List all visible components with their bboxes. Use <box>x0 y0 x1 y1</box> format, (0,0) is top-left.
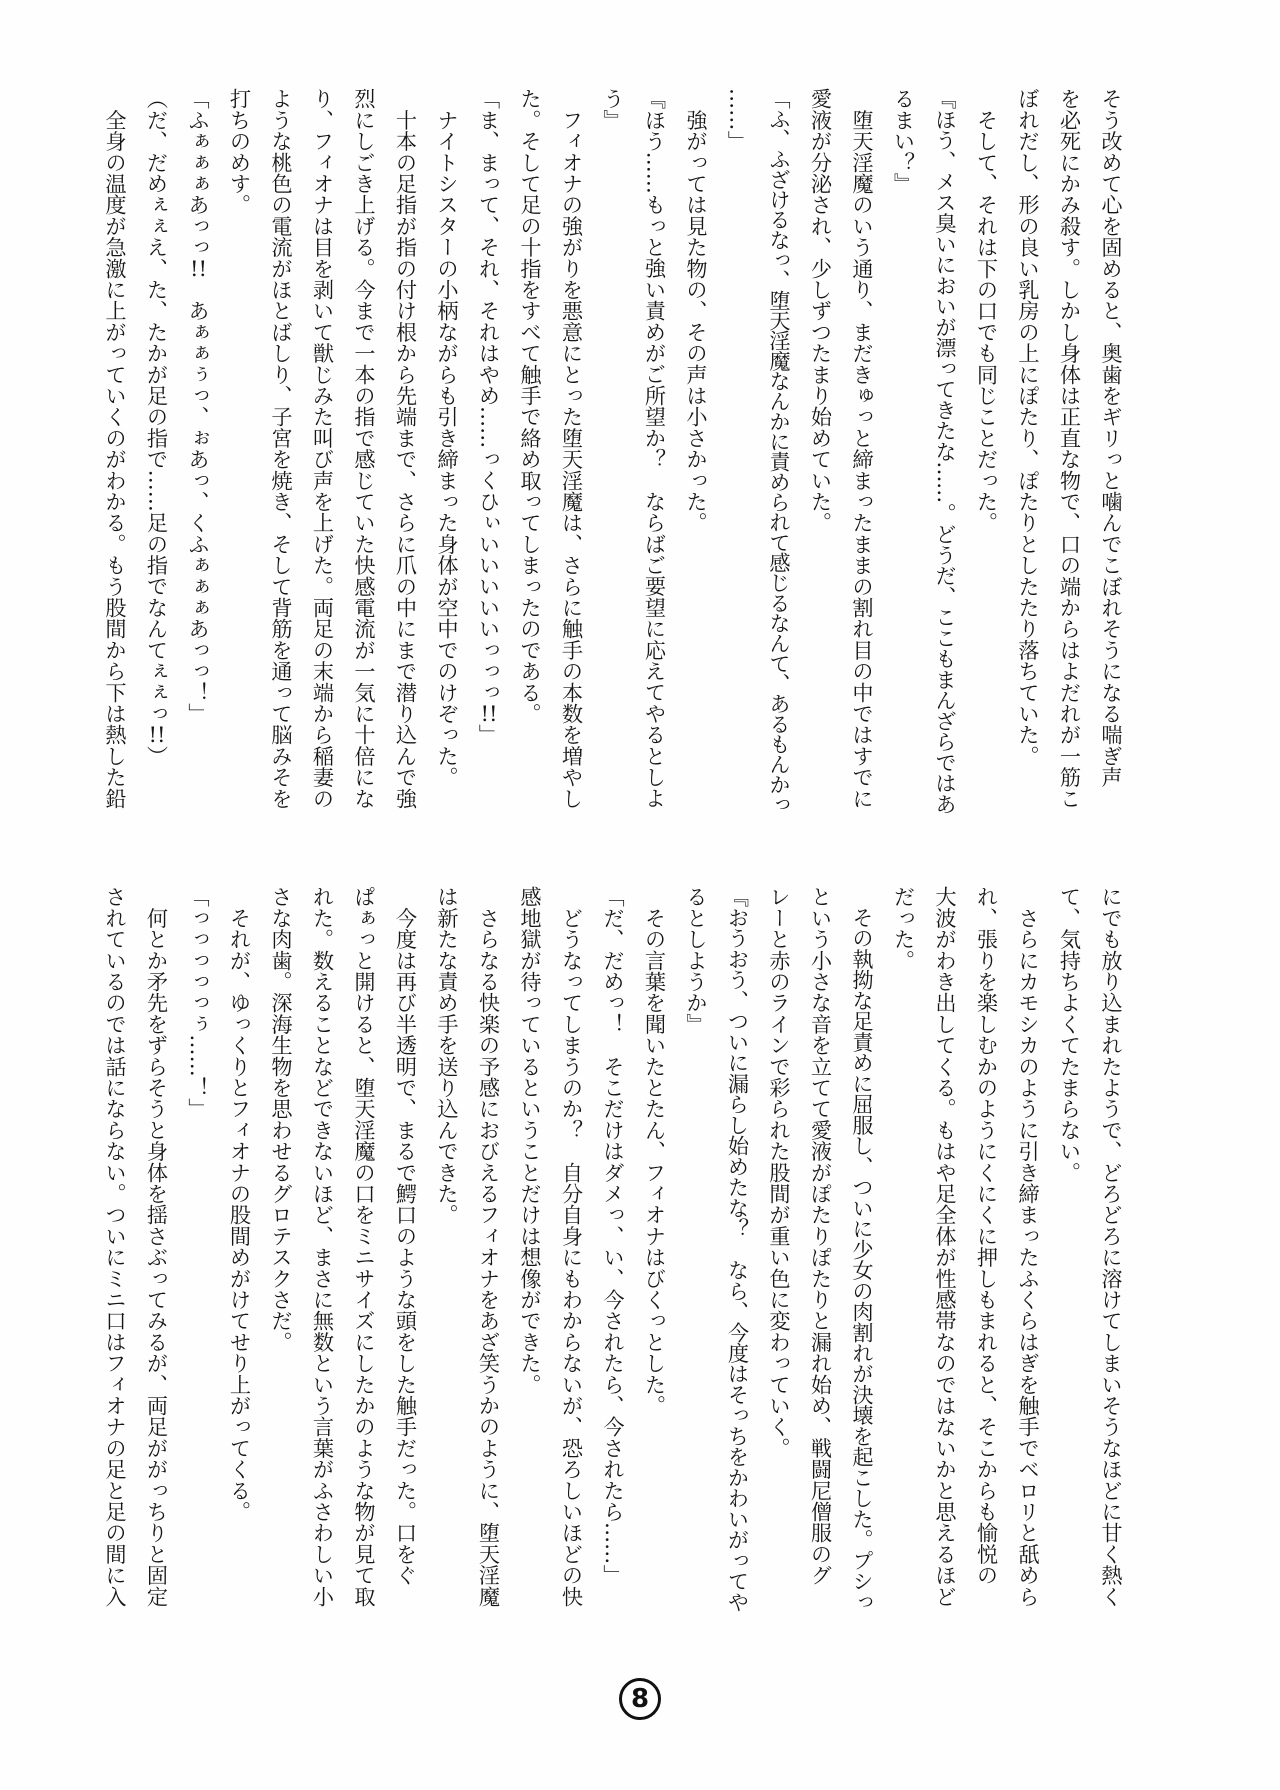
text-line: り、フィオナは目を剥いて獣じみた叫び声を上げた。両足の末端から稲妻の <box>310 88 336 809</box>
text-line: 堕天淫魔のいう通り、まだきゅっと締まったままの割れ目の中ではすでに <box>850 88 875 809</box>
text-line: るとしようか』 <box>684 886 709 1035</box>
text-line: どうなってしまうのか？ 自分自身にもわからないが、恐ろしいほどの快 <box>559 886 585 1607</box>
text-line: フィオナの強がりを悪意にとった堕天淫魔は、さらに触手の本数を増やし <box>559 88 585 809</box>
text-line: そして、それは下の口でも同じことだった。 <box>974 88 1000 534</box>
text-line: 「っっっっっぅ……！」 <box>186 886 211 1120</box>
text-line: さな肉歯。深海生物を思わせるグロテスクさだ。 <box>269 886 294 1353</box>
text-line: ……」 <box>725 88 751 152</box>
text-line: 強がっては見た物の、その声は小さかった。 <box>684 88 709 534</box>
text-line: さらなる快楽の予感におびえるフィオナをあざ笑うかのように、堕天淫魔 <box>476 886 502 1607</box>
text-line: 打ちのめす。 <box>227 88 253 216</box>
text-line: るまい？』 <box>891 88 917 194</box>
text-line: た。そして足の十指をすべて触手で絡め取ってしまったのである。 <box>518 88 543 724</box>
text-line: ような桃色の電流がほとばしり、子宮を焼き、そして背筋を通って脳みそを <box>269 88 294 809</box>
text-line: にでも放り込まれたようで、どろどろに溶けてしまいそうなほどに甘く熱く <box>1099 886 1124 1607</box>
page-number <box>619 1678 661 1720</box>
text-line: （だ、だめぇぇえ、た、たかが足の指で……足の指でなんてぇぇっ!!） <box>144 88 170 767</box>
text-line: て、気持ちよくてたまらない。 <box>1057 886 1083 1183</box>
text-line: それが、ゆっくりとフィオナの股間めがけてせり上がってくる。 <box>227 886 253 1522</box>
text-line: 『ほう……もっと強い責めがご所望か？ ならばご要望に応えてやるとしよ <box>642 88 668 809</box>
text-line: ぱぁっと開けると、堕天淫魔の口をミニサイズにしたかのような物が見て取 <box>352 886 377 1607</box>
text-line: その執拗な足責めに屈服し、ついに少女の肉割れが決壊を起こした。プシっ <box>850 886 875 1613</box>
text-line: そう改めて心を固めると、奥歯をギリっと噛んでこぼれそうになる喘ぎ声 <box>1099 88 1124 788</box>
double-exclamation-mark: !! <box>189 257 208 279</box>
text-line: 『おうおう、ついに漏らし始めたな？ なら、今度はそっちをかわいがってや <box>725 886 751 1613</box>
text-line: その言葉を聞いたとたん、フィオナはびくっとした。 <box>642 886 668 1416</box>
text-line: 愛液が分泌され、少しずつたまり始めていた。 <box>808 88 834 534</box>
text-line: 「ふ、ふざけるなっ、堕天淫魔なんかに責められて感じるなんて、あるもんかっ <box>767 88 792 814</box>
text-line: を必死にかみ殺す。しかし身体は正直な物で、口の端からはよだれが一筋こ <box>1057 88 1083 809</box>
text-line: う』 <box>601 88 626 131</box>
text-line: ぼれだし、形の良い乳房の上にぽたり、ぽたりとしたたり落ちていた。 <box>1016 88 1041 767</box>
lower-text-block <box>94 886 1132 1612</box>
text-line: 烈にしごき上げる。今まで一本の指で感じていた快感電流が一気に十倍にな <box>352 88 377 809</box>
text-line: ナイトシスターの小柄ながらも引き締まった身体が空中でのけぞった。 <box>435 88 460 788</box>
text-line: 「ふぁぁぁあっっ!! あぁぁぅっ、ぉあっ、くふぁぁぁあっっ！」 <box>186 88 211 725</box>
text-line: れ、張りを楽しむかのようにくにくに押しもまれると、そこからも愉悦の <box>974 886 1000 1586</box>
text-line: 大波がわき出してくる。もはや足全体が性感帯なのではないかと思えるほど <box>933 886 958 1607</box>
text-line: されているのでは話にならない。ついにミニ口はフィオナの足と足の間に入 <box>103 886 128 1607</box>
text-line: 「ま、まって、それ、それはやめ……っくひぃいいいいいっっっ!!」 <box>476 88 502 746</box>
text-line: という小さな音を立てて愛液がぽたりぽたりと漏れ始め、戦闘尼僧服のグ <box>808 886 834 1586</box>
text-line: さらにカモシカのように引き締まったふくらはぎを触手でベロリと舐めら <box>1016 886 1041 1607</box>
text-line: れた。数えることなどできないほど、まさに無数という言葉がふさわしい小 <box>310 886 336 1607</box>
text-line: 感地獄が待っているということだけは想像ができた。 <box>518 886 543 1395</box>
text-line: 十本の足指が指の付け根から先端まで、さらに爪の中にまで潜り込んで強 <box>393 88 419 809</box>
text-line: だった。 <box>891 886 917 971</box>
text-line: 今度は再び半透明で、まるで鰐口のような頭をした触手だった。口をぐ <box>393 886 419 1586</box>
double-exclamation-mark: !! <box>148 723 166 746</box>
text-line: 全身の温度が急激に上がっていくのがわかる。もう股間から下は熱した鉛 <box>103 88 128 809</box>
page-number-label: 8 <box>630 1684 650 1714</box>
text-line: は新たな責め手を送り込んできた。 <box>435 886 460 1226</box>
text-line: 何とか矛先をずらそうと身体を揺さぶってみるが、両足ががっちりと固定 <box>144 886 170 1607</box>
double-exclamation-mark: !! <box>480 702 498 724</box>
text-line: レーと赤のラインで彩られた股間が重い色に変わっていく。 <box>767 886 792 1459</box>
text-line: 『ほう、メス臭いにおいが漂ってきたな……。どうだ、ここもまんざらではあ <box>933 88 958 814</box>
text-line: 「だ、だめっ！ そこだけはダメっ、い、今されたら、今されたら……」 <box>601 886 626 1586</box>
upper-text-block <box>94 88 1132 814</box>
